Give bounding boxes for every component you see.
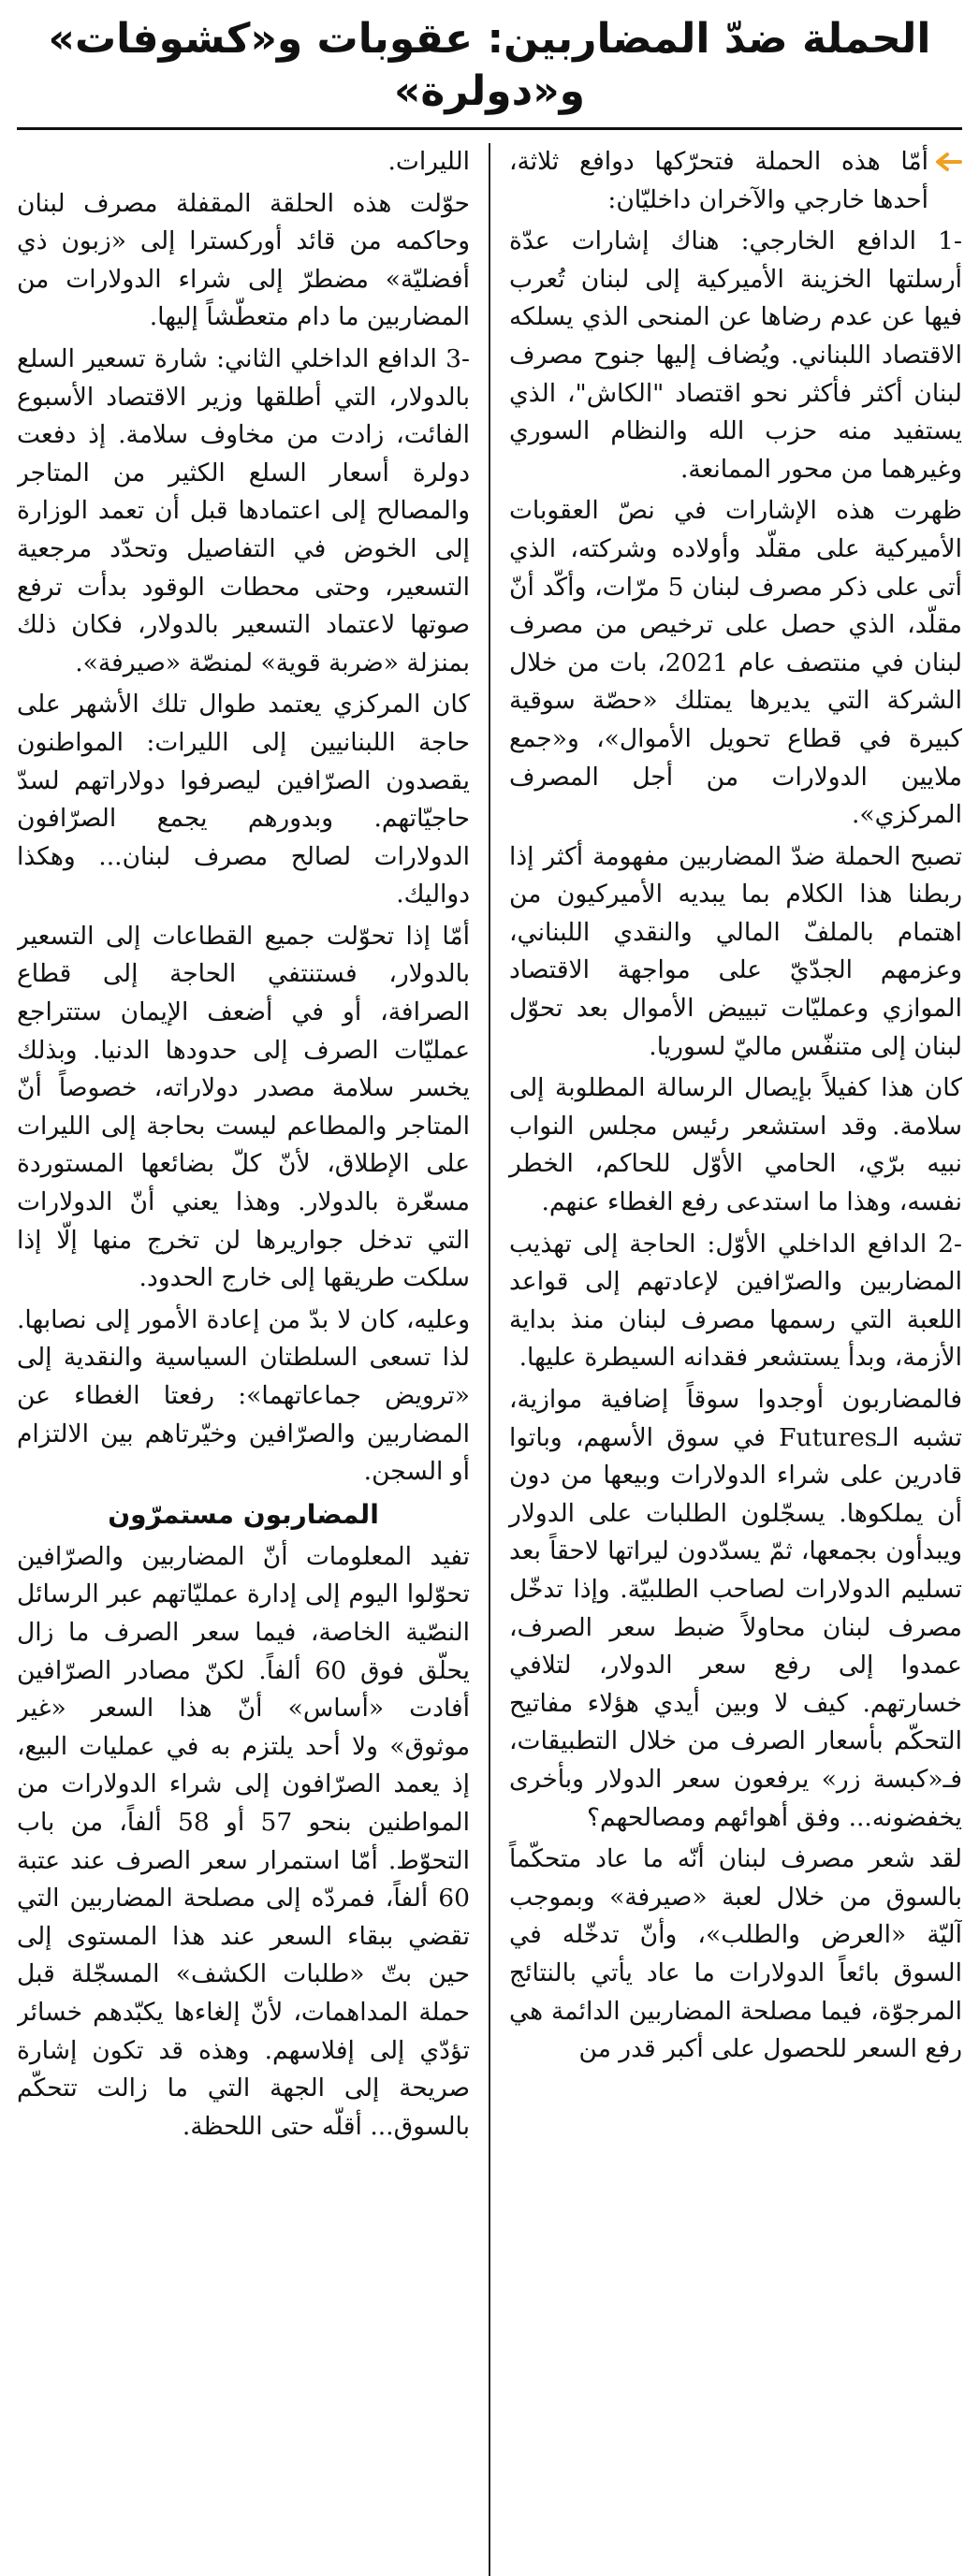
paragraph: -3 الدافع الداخلي الثاني: شارة تسعير السلع بالدولار، التي أطلقها وزير الاقتصاد الأسبوع الفائت، زادت من مخاوف سلامة. إذ دفعت دولرة أسعار السلع الكثير من المتاجر والمصالح إلى اعتمادها قبل أن تعمد الوزارة إلى الخوض في التفاصيل وتحدّد مرجعية التسعير، وحتى محطات الوقود بدأت ترفع صوتها لاعتماد التسعير بالدولار، فكان ذلك بمنزلة «ضربة قوية» لمنصّة «صيرفة».	[17, 343, 471, 677]
headline-rule	[17, 127, 962, 130]
paragraph: فالمضاربون أوجدوا سوقاً إضافية موازية، تشبه الـFutures في سوق الأسهم، وباتوا قادرين على شراء الدولارات وبيعها من دون أن يملكوها. يسجّلون الطلبات على الدولار ويبدأون بجمعها، ثمّ يسدّدون ليراتها لاحقاً بعد تسليم الدولارات لصاحب الطلبيّة. وإذا تدخّل مصرف لبنان محاولاً ضبط سعر الصرف، عمدوا إلى رفع سعر الدولار، لتلافي خسارتهم. كيف لا وبين أيدي هؤلاء مفاتيح التحكّم بأسعار الصرف من خلال التطبيقات، فـ«كبسة زر» يرفعون سعر الدولار وبأخرى يخفضونه... وفق أهوائهم ومصالحهم؟	[508, 1385, 962, 1832]
paragraph: -1 الدافع الخارجي: هناك إشارات عدّة أرسلتها الخزينة الأميركية إلى لبنان تُعرب فيها عن عدم رضاها عن المنحى الذي يسلكه الاقتصاد اللبناني. ويُضاف إليها جنوح مصرف لبنان أكثر فأكثر نحو اقتصاد "الكاش"، الذي يستفيد منه حزب الله والنظام السوري وغيرهما من محور الممانعة.	[508, 226, 962, 484]
column-divider	[489, 143, 490, 2576]
arrow-icon	[934, 151, 962, 173]
paragraph: أمّا إذا تحوّلت جميع القطاعات إلى التسعير بالدولار، فستنتفي الحاجة إلى قطاع الصرافة، أو في أضعف الإيمان ستتراجع عمليّات الصرف إلى حدودها الدنيا. وبذلك يخسر سلامة مصدر دولاراته، خصوصاً أنّ المتاجر والمطاعم ليست بحاجة إلى الليرات على الإطلاق، لأنّ كلّ بضائعها المستوردة مسعّرة بالدولار. وهذا يعني أنّ الدولارات التي تدخل جواريرها لن تخرج منها إلّا إذا سلكت طريقها إلى خارج الحدود.	[17, 921, 471, 1293]
paragraph: ظهرت هذه الإشارات في نصّ العقوبات الأميركية على مقلّد وأولاده وشركته، الذي أتى على ذكر مصرف لبنان 5 مرّات، وأكّد أنّ مقلّد، الذي حصل على ترخيص من مصرف لبنان في منتصف عام 2021، بات من خلال الشركة التي يديرها يمتلك «حصّة سوقية كبيرة في قطاع تحويل الأموال»، و«جمع ملايين الدولارات من أجل المصرف المركزي».	[508, 496, 962, 830]
paragraph: حوّلت هذه الحلقة المقفلة مصرف لبنان وحاكمه من قائد أوركسترا إلى «زبون ذي أفضليّة» مضطرّ إلى شراء الدولارات من المضاربين ما دام متعطّشاً إليها.	[17, 188, 471, 332]
paragraph: تفيد المعلومات أنّ المضاربين والصرّافين تحوّلوا اليوم إلى إدارة عمليّاتهم عبر الرسائل النصّية الخاصة، فيما سعر الصرف ما زال يحلّق فوق 60 ألفاً. لكنّ مصادر الصرّافين أفادت «أساس» أنّ هذا السعر «غير موثوق» ولا أحد يلتزم به في عمليات البيع، إذ يعمد الصرّافون إلى شراء الدولارات من المواطنين بنحو 57 أو 58 ألفاً، من باب التحوّط. أمّا استمرار سعر الصرف عند عتبة 60 ألفاً، فمردّه إلى مصلحة المضاربين التي تقضي ببقاء السعر عند هذا المستوى إلى حين بتّ «طلبات الكشف» المسجّلة قبل حملة المداهمات، لأنّ إلغاءها يكبّدهم خسائر تؤدّي إلى إفلاسهم. وهذه قد تكون إشارة صريحة إلى الجهة التي ما زالت تتحكّم بالسوق... أقلّه حتى اللحظة.	[17, 1541, 471, 2141]
right-column	[496, 143, 962, 2576]
paragraph: تصبح الحملة ضدّ المضاربين مفهومة أكثر إذا ربطنا هذا الكلام بما يبديه الأميركيون من اهتمام بالملفّ المالي والنقدي اللبناني، وعزمهم الجدّيّ على مواجهة الاقتصاد الموازي وعمليّات تبييض الأموال بعد تحوّل لبنان إلى متنفّس ماليّ لسوريا.	[508, 841, 962, 1061]
paragraph: لقد شعر مصرف لبنان أنّه ما عاد متحكّماً بالسوق من خلال لعبة «صيرفة» وبموجب آليّة «العرض والطلب»، وأنّ تدخّله في السوق بائعاً الدولارات ما عاد يأتي بالنتائج المرجوّة، فيما مصلحة المضاربين الدائمة هي رفع السعر للحصول على أكبر قدر من	[508, 1844, 962, 2064]
paragraph: وعليه، كان لا بدّ من إعادة الأمور إلى نصابها. لذا تسعى السلطتان السياسية والنقدية إلى «ترويض جماعاتهما»: رفعتا الغطاء عن المضاربين والصرّافين وخيّرتاهم بين الالتزام أو السجن.	[17, 1304, 471, 1487]
paragraph: -2 الدافع الداخلي الأوّل: الحاجة إلى تهذيب المضاربين والصرّافين لإعادتهم إلى قواعد اللعبة التي رسمها مصرف لبنان منذ بداية الأزمة، وبدأ يستشعر فقدانه السيطرة عليها.	[508, 1229, 962, 1373]
lead-text: أمّا هذه الحملة فتحرّكها دوافع ثلاثة، أحدها خارجي والآخران داخليّان:	[508, 147, 928, 214]
section-subheading: المضاربون مستمرّون	[108, 1498, 379, 1530]
paragraph: الليرات.	[387, 147, 471, 176]
headline: الحملة ضدّ المضاربين: عقوبات و«كشوفات» و«دولرة»	[48, 15, 931, 115]
lead-paragraph	[509, 143, 962, 219]
paragraph: كان المركزي يعتمد طوال تلك الأشهر على حاجة اللبنانيين إلى الليرات: المواطنون يقصدون الصرّافين ليصرفوا دولاراتهم لسدّ حاجيّاتهم. وبدورهم يجمع الصرّافون الدولارات لصالح مصرف لبنان... وهكذا دواليك.	[17, 690, 471, 910]
left-column	[17, 143, 483, 2576]
article-columns	[17, 143, 962, 2576]
paragraph: كان هذا كفيلاً بإيصال الرسالة المطلوبة إلى سلامة. وقد استشعر رئيس مجلس النواب نبيه برّي، الحامي الأوّل للحاكم، الخطر نفسه، وهذا ما استدعى رفع الغطاء عنهم.	[508, 1073, 962, 1217]
